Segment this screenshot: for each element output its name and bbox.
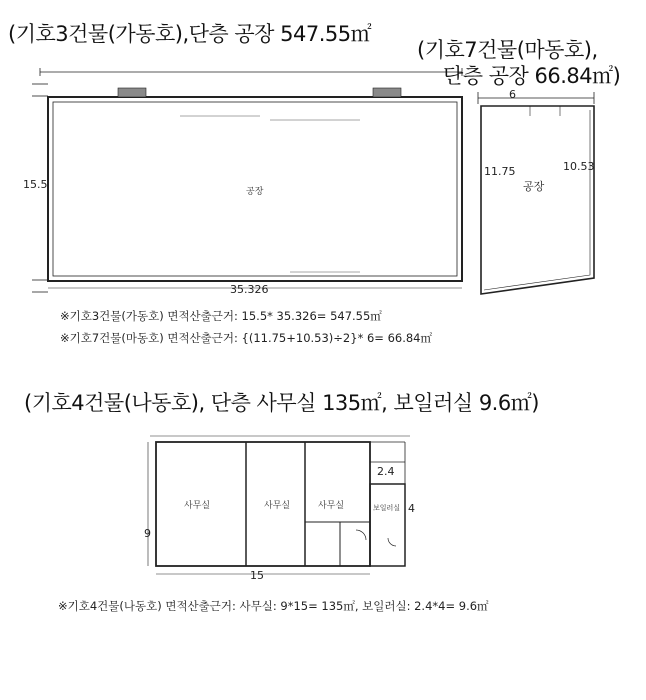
building7-left-dim: 11.75 xyxy=(484,165,516,178)
building3-width-dim: 35.326 xyxy=(230,283,269,296)
building3-plan xyxy=(32,68,462,292)
building7-top-dim: 6 xyxy=(509,88,516,101)
building7-title-line1: (기호7건물(마동호), xyxy=(417,38,598,62)
building3-area-note: ※기호3건물(가동호) 면적산출근거: 15.5* 35.326= 547.55㎡ xyxy=(60,309,382,323)
office-room-2-label: 사무실 xyxy=(264,501,291,511)
building3-height-dim: 15.5 xyxy=(23,178,48,191)
boiler-width-dim: 2.4 xyxy=(377,465,395,478)
boiler-height-dim: 4 xyxy=(408,502,415,515)
building3-title: (기호3건물(가동호),단층 공장 547.55㎡ xyxy=(8,22,372,46)
building4-title: (기호4건물(나동호), 단층 사무실 135㎡, 보일러실 9.6㎡) xyxy=(24,391,539,415)
building4-height-dim: 9 xyxy=(144,527,151,540)
building3-room-label: 공장 xyxy=(246,187,264,197)
building7-title-line2: 단층 공장 66.84㎡) xyxy=(443,64,621,88)
building4-area-note: ※기호4건물(나동호) 면적산출근거: 사무실: 9*15= 135㎡, 보일러실: 2.4*4= 9.6㎡ xyxy=(58,599,489,613)
boiler-room-label: 보일러실 xyxy=(373,504,401,512)
building7-right-dim: 10.53 xyxy=(563,160,595,173)
office-room-1-label: 사무실 xyxy=(184,501,211,511)
office-room-3-label: 사무실 xyxy=(318,501,345,511)
building7-area-note: ※기호7건물(마동호) 면적산출근거: {(11.75+10.53)÷2}* 6= 66.84㎡ xyxy=(60,331,433,345)
building4-width-dim: 15 xyxy=(250,569,264,582)
building7-room-label: 공장 xyxy=(523,180,545,193)
